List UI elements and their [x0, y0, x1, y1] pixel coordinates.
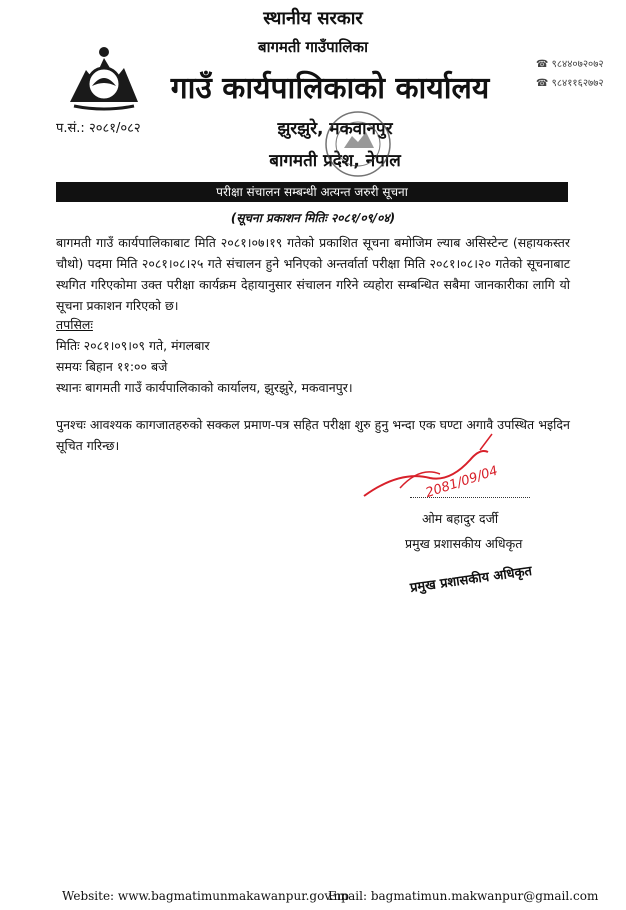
address-line-2: बागमती प्रदेश, नेपाल: [269, 151, 401, 171]
notice-title-bar: परीक्षा संचालन सम्बन्धी अत्यन्त जरुरी सूचना: [56, 182, 568, 202]
header-municipality: बागमती गाउँपालिका: [258, 38, 368, 56]
signatory-title: प्रमुख प्रशासकीय अधिकृत: [405, 536, 523, 551]
address-line-1: झुरझुरे, मकवानपुर: [277, 119, 393, 139]
notice-paragraph: बागमती गाउँ कार्यपालिकाबाट मिति २०८१।०७।१९ गतेको प्रकाशित सूचना बमोजिम ल्याब असिस्टेन्ट (सहायकस्तर चौथो) पदमा मिति २०८१।०८।२५ गते संचालन हुने भनिएको अन्तर्वार्ता परीक्षा मिति २०८१।०८।२० गतेको सूचनाबाट स्थगित गरिएकोमा उक्त परीक्षा कार्यक्रम देहायानुसार संचालन गरिने व्यहोरा सम्बन्धित सबैमा जानकारीका लागि यो सूचना प्रकाशन गरिएको छ।: [56, 235, 570, 313]
details-heading: तपसिलः: [56, 317, 93, 332]
signature-date: 2081/09/04: [423, 463, 500, 500]
footer-email[interactable]: Email: bagmatimun.makwanpur@gmail.com: [328, 889, 599, 903]
exam-date: मितिः २०८१।०९।०९ गते, मंगलबार: [56, 338, 210, 353]
office-title: गाउँ कार्यपालिकाको कार्यालय: [170, 71, 490, 106]
phone-2: ☎ ९८४११६२७७२: [536, 78, 604, 89]
exam-time: समयः बिहान ११:०० बजे: [56, 359, 168, 374]
title-stamp: प्रमुख प्रशासकीय अधिकृत: [409, 563, 533, 596]
signature-line: [410, 497, 530, 498]
publish-date: (सूचना प्रकाशन मितिः २०८१/०९/०४): [230, 211, 396, 225]
exam-place: स्थानः बागमती गाउँ कार्यपालिकाको कार्यालय, झुरझुरे, मकवानपुर।: [56, 380, 353, 395]
reference-number: प.सं.: २०८१/०८२: [56, 121, 141, 136]
signatory-name: ओम बहादुर दर्जी: [422, 511, 499, 526]
office-stamp: [322, 108, 394, 180]
phone-1: ☎ ९८४४०७२०७२: [536, 59, 604, 70]
header-local-government: स्थानीय सरकार: [263, 8, 363, 29]
footer-website[interactable]: Website: www.bagmatimunmakawanpur.gov.np: [62, 889, 349, 903]
postscript: पुनश्चः आवश्यक कागजातहरुको सक्कल प्रमाण-पत्र सहित परीक्षा शुरु हुनु भन्दा एक घण्टा अगावै उपस्थित भइदिन सूचित गरिन्छ।: [56, 417, 570, 453]
signature: [360, 430, 540, 500]
